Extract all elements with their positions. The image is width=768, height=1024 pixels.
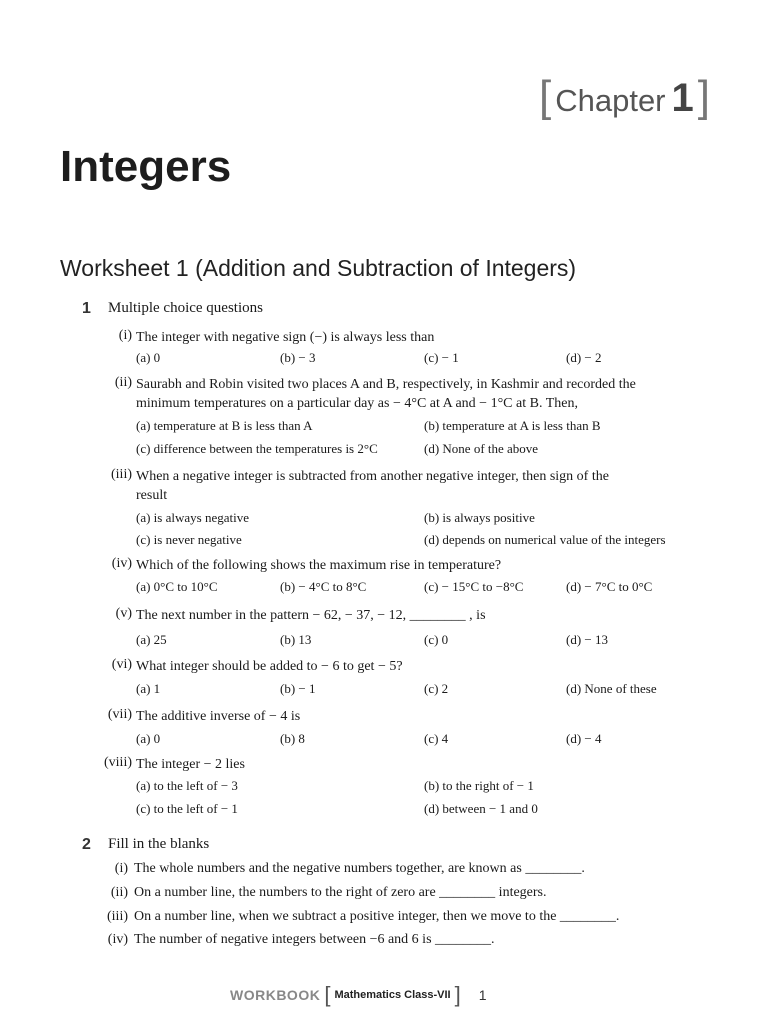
- option: (a) 1: [136, 681, 161, 696]
- page-number: 1: [478, 987, 487, 1003]
- option: (b) − 1: [280, 681, 316, 696]
- question-heading: Fill in the blanks: [108, 836, 210, 852]
- option: (c) − 1: [424, 350, 459, 365]
- footer-open-bracket: [: [324, 982, 331, 1007]
- option: (b) 13: [280, 632, 312, 647]
- fill-blank-item: The number of negative integers between −6 and 6 is ________.: [134, 932, 495, 947]
- item-roman: (iii): [107, 909, 128, 924]
- item-roman: (ii): [110, 885, 128, 900]
- page-footer: [230, 982, 487, 1008]
- footer-workbook-label: WORKBOOK: [230, 987, 321, 1003]
- chapter-label: [539, 72, 710, 122]
- option: (c) to the left of − 1: [136, 801, 238, 816]
- item-roman: (iii): [111, 467, 132, 482]
- item-roman: (iv): [111, 556, 132, 571]
- item-stem: The next number in the pattern − 62, − 37, − 12, ________ , is: [136, 608, 486, 623]
- fill-blank-item: On a number line, when we subtract a positive integer, then we move to the ________.: [134, 909, 620, 924]
- option: (a) 25: [136, 632, 167, 647]
- option: (c) 0: [424, 632, 449, 647]
- item-stem: When a negative integer is subtracted from another negative integer, then sign of the: [136, 469, 609, 484]
- option: (d) − 13: [566, 632, 608, 647]
- item-stem: Which of the following shows the maximum rise in temperature?: [136, 558, 502, 573]
- chapter-word: Chapter: [555, 83, 666, 118]
- item-roman: (iv): [107, 932, 128, 947]
- option: (a) is always negative: [136, 510, 249, 525]
- chapter-close-bracket: ]: [697, 72, 710, 121]
- chapter-open-bracket: [: [538, 72, 552, 121]
- item-roman: (vi): [111, 657, 132, 672]
- option: (d) None of the above: [424, 441, 539, 456]
- option: (b) to the right of − 1: [424, 778, 534, 793]
- option: (b) temperature at A is less than B: [424, 418, 601, 433]
- option: (c) 4: [424, 731, 449, 746]
- option: (b) is always positive: [424, 510, 535, 525]
- option: (a) 0: [136, 731, 161, 746]
- option: (d) between − 1 and 0: [424, 801, 538, 816]
- option: (d) − 7°C to 0°C: [566, 579, 653, 594]
- option: (b) − 4°C to 8°C: [280, 579, 367, 594]
- option: (c) − 15°C to −8°C: [424, 579, 524, 594]
- question-heading: Multiple choice questions: [108, 300, 263, 316]
- worksheet-title: Worksheet 1 (Addition and Subtraction of Integers): [60, 255, 577, 281]
- option: (d) − 4: [566, 731, 602, 746]
- option: (d) None of these: [566, 681, 657, 696]
- option: (d) depends on numerical value of the integers: [424, 532, 666, 547]
- item-stem: result: [136, 488, 168, 503]
- page-title: Integers: [60, 142, 232, 191]
- option: (a) 0: [136, 350, 161, 365]
- question-number: 2: [82, 836, 91, 853]
- option: (a) to the left of − 3: [136, 778, 238, 793]
- item-stem: The integer with negative sign (−) is always less than: [136, 330, 435, 345]
- item-stem: The additive inverse of − 4 is: [136, 709, 301, 724]
- item-roman: (ii): [114, 375, 132, 390]
- fill-blank-item: On a number line, the numbers to the right of zero are ________ integers.: [134, 885, 547, 900]
- item-stem: The integer − 2 lies: [136, 757, 245, 772]
- question-number: 1: [82, 300, 91, 317]
- option: (a) temperature at B is less than A: [136, 418, 313, 433]
- option: (c) difference between the temperatures is 2°C: [136, 441, 378, 456]
- option: (d) − 2: [566, 350, 602, 365]
- item-roman: (viii): [104, 755, 132, 770]
- item-roman: (i): [114, 861, 128, 876]
- item-roman: (v): [115, 606, 132, 621]
- footer-subject: Mathematics Class-VII: [334, 989, 451, 1001]
- option: (c) 2: [424, 681, 449, 696]
- item-stem: What integer should be added to − 6 to get − 5?: [136, 659, 403, 674]
- option: (a) 0°C to 10°C: [136, 579, 218, 594]
- footer-close-bracket: ]: [454, 982, 461, 1007]
- option: (c) is never negative: [136, 532, 242, 547]
- chapter-number: 1: [671, 76, 694, 120]
- fill-blank-item: The whole numbers and the negative numbers together, are known as ________.: [134, 861, 585, 876]
- option: (b) − 3: [280, 350, 316, 365]
- item-stem: minimum temperatures on a particular day as − 4°C at A and − 1°C at B. Then,: [136, 396, 578, 411]
- item-stem: Saurabh and Robin visited two places A and B, respectively, in Kashmir and recorded the: [136, 377, 636, 392]
- item-roman: (i): [118, 328, 132, 343]
- option: (b) 8: [280, 731, 305, 746]
- item-roman: (vii): [107, 707, 132, 722]
